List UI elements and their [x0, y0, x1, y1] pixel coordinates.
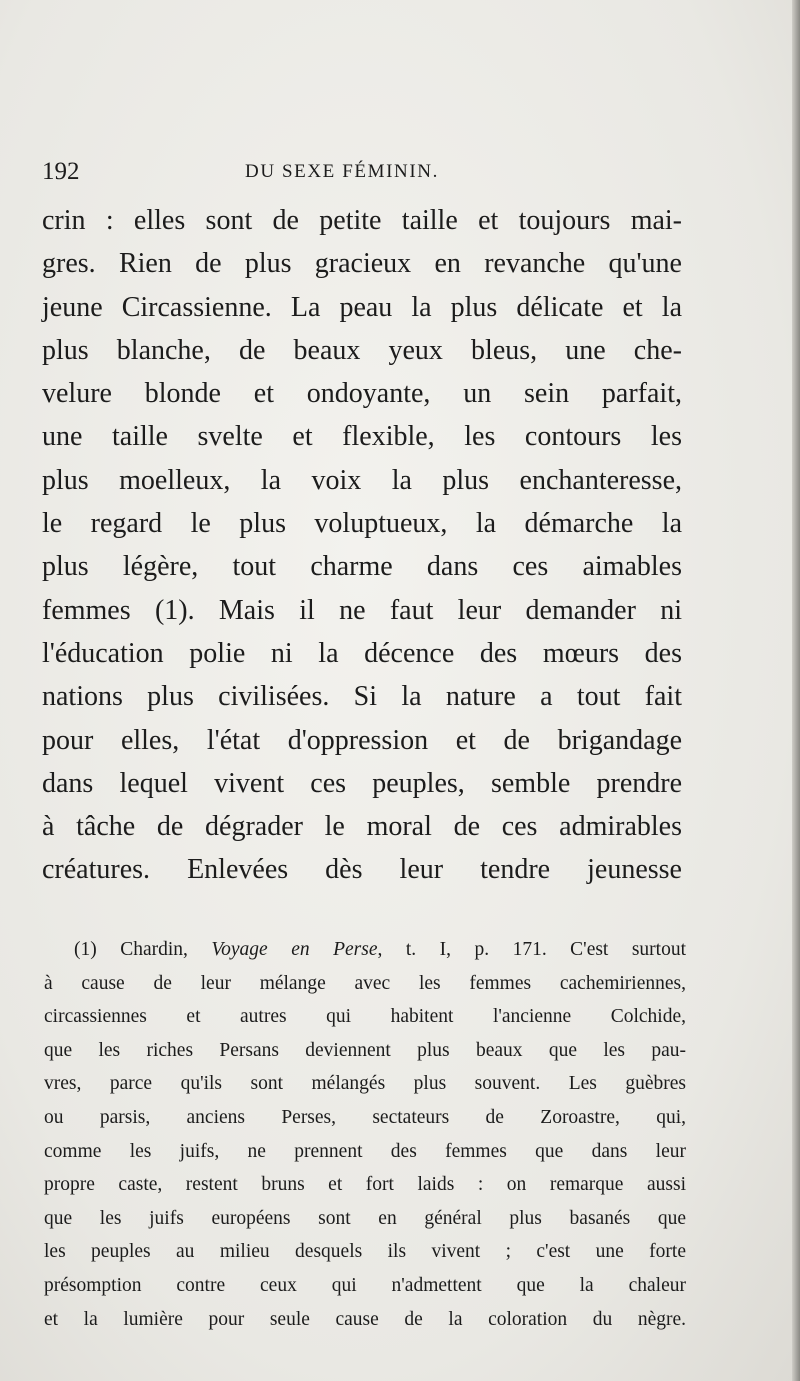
text-line: nations plus civilisées. Si la nature a tout fait: [42, 681, 682, 713]
footnote: [44, 933, 686, 1336]
running-head: [40, 158, 690, 188]
text-line: le regard le plus voluptueux, la démarche la: [42, 508, 682, 540]
footnote-marker: (1) Chardin,: [74, 939, 188, 960]
footnote-line: circassiennes et autres qui habitent l'ancienne Colchide,: [44, 1006, 686, 1028]
running-title: DU SEXE FÉMININ.: [245, 161, 439, 182]
page-number: 192: [42, 158, 80, 185]
footnote-line: que les riches Persans deviennent plus beaux que les pau-: [44, 1039, 686, 1061]
footnote-first-line: [44, 933, 686, 967]
text-line: crin : elles sont de petite taille et toujours mai-: [42, 205, 682, 236]
text-line: femmes (1). Mais il ne faut leur demander ni: [42, 594, 682, 626]
text-line: jeune Circassienne. La peau la plus délicate et la: [42, 291, 682, 323]
footnote-line: présomption contre ceux qui n'admettent que la chaleur: [44, 1274, 686, 1296]
footnote-reference: , t. I, p. 171. C'est surtout: [377, 939, 686, 960]
text-line: gres. Rien de plus gracieux en revanche qu'une: [42, 248, 682, 280]
text-line: une taille svelte et flexible, les contours les: [42, 421, 682, 453]
text-line: plus blanche, de beaux yeux bleus, une che-: [42, 334, 682, 366]
text-line: pour elles, l'état d'oppression et de brigandage: [42, 724, 682, 756]
text-line: plus moelleux, la voix la plus enchanteresse,: [42, 464, 682, 496]
text-line: à tâche de dégrader le moral de ces admirables: [42, 811, 682, 843]
text-line: créatures. Enlevées dès leur tendre jeunesse: [42, 854, 682, 886]
main-text: [42, 199, 682, 892]
text-line: l'éducation polie ni la décence des mœurs des: [42, 637, 682, 669]
text-line: plus légère, tout charme dans ces aimables: [42, 551, 682, 583]
footnote-line: propre caste, restent bruns et fort laids : on remarque aussi: [44, 1174, 686, 1196]
footnote-line: les peuples au milieu desquels ils vivent ; c'est une forte: [44, 1241, 686, 1263]
footnote-line: ou parsis, anciens Perses, sectateurs de Zoroastre, qui,: [44, 1106, 686, 1128]
page-edge-shadow: [792, 0, 800, 1381]
footnote-line: vres, parce qu'ils sont mélangés plus souvent. Les guèbres: [44, 1073, 686, 1095]
footnote-line: et la lumière pour seule cause de la coloration du nègre.: [44, 1308, 686, 1330]
footnote-line: que les juifs européens sont en général plus basanés que: [44, 1207, 686, 1229]
text-line: velure blonde et ondoyante, un sein parfait,: [42, 378, 682, 410]
footnote-book-title: Voyage en Perse: [211, 939, 378, 960]
footnote-line: à cause de leur mélange avec les femmes cachemiriennes,: [44, 972, 686, 994]
text-line: dans lequel vivent ces peuples, semble prendre: [42, 767, 682, 799]
footnote-line: comme les juifs, ne prennent des femmes que dans leur: [44, 1140, 686, 1162]
